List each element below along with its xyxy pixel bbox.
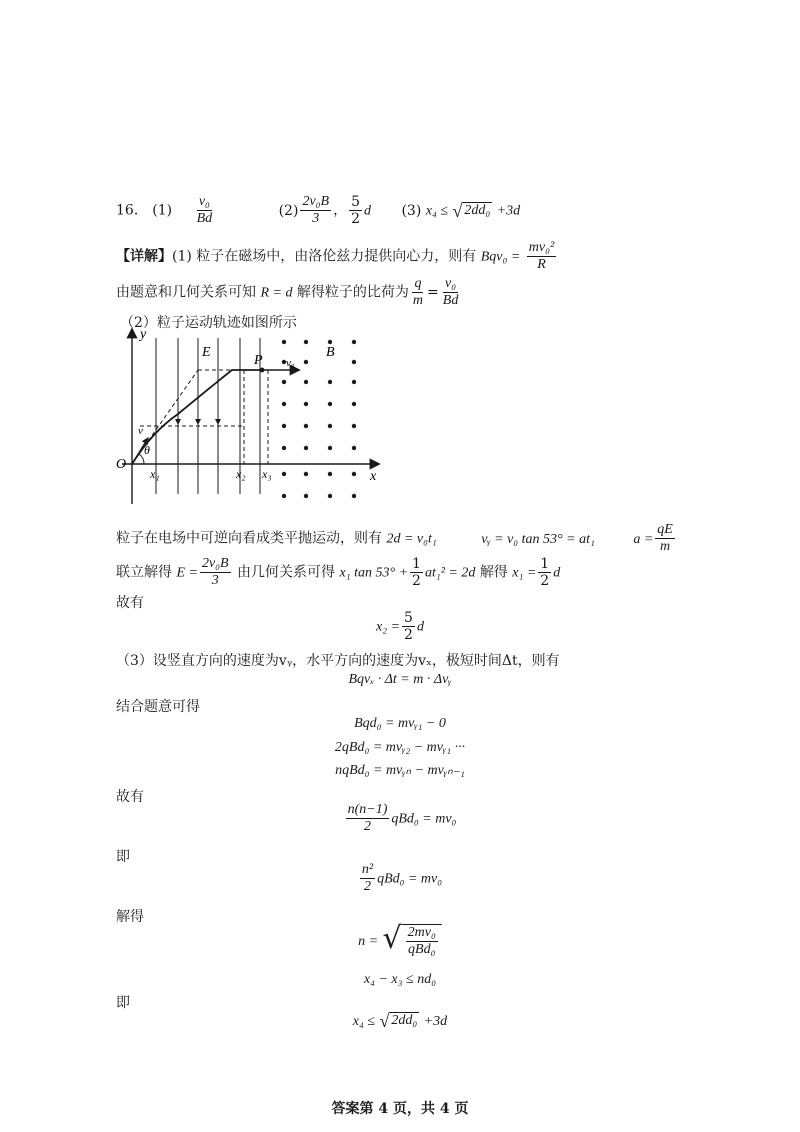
detail-line-2: 由题意和几何关系可知 R = d 解得粒子的比荷为 $\frac{q}{m}$ = $\frac{\text{v₀}}{Bd}$: [116, 276, 459, 309]
trajectory-figure: [112, 324, 384, 512]
page-footer: 答案第 4 页，共 4 页: [331, 1101, 469, 1117]
part1-answer: $\frac{\text{v₀}}{Bd}$: [196, 194, 213, 227]
part3-sum-eq: $\frac{n(n-1)}{2}$ qBd₀ = mv₀: [347, 802, 457, 835]
detail-tag: 【详解】: [116, 248, 172, 265]
part3-distance-eq: x₄ − x₃ ≤ nd₀: [363, 972, 437, 987]
part2-answer-e: $\frac{\text{2v₀B}}{3}$: [302, 194, 330, 227]
part2-line-3: 故有: [116, 595, 144, 611]
part3-eq-1: Bqd₀ = mvᵧ₁ − 0: [354, 716, 446, 731]
part1-label: (1): [152, 202, 173, 219]
x2-fraction: $\frac{5}{2}$: [404, 610, 413, 644]
field-arrows: [178, 412, 218, 424]
part3-line-11: 解得: [116, 909, 144, 925]
sum-fraction: $\frac{n(n-1)}{2}$: [347, 802, 388, 835]
part3-label: (3): [401, 202, 422, 219]
label-v0: v₀: [286, 357, 295, 369]
part2-line-2: 联立解得 E = $\frac{\text{2v₀B}}{3}$ 由几何关系可得 x₁ tan 53° + $\frac{1}{2}$ at₁² = 2d 解得 x₁ = $\frac{1}{2}$ d: [116, 556, 561, 590]
final-root: √ 2dd₀: [379, 1011, 418, 1031]
answer-line: 16． (1) $\frac{\text{v₀}}{Bd}$ (2) $\frac{\text{2v₀B}}{3}$ ， $\frac{5}{2}$ d (3) x₄ ≤ √ 2dd₀ +3d: [116, 194, 521, 228]
label-theta: θ: [144, 443, 150, 457]
label-v: v: [138, 425, 143, 437]
label-x2: x₂: [236, 467, 246, 481]
part2-label: (2): [278, 202, 299, 219]
label-x: x: [370, 469, 377, 484]
ratio-value: $\frac{\text{v₀}}{Bd}$: [442, 276, 459, 309]
part3-answer-lhs: x₄ ≤: [425, 203, 449, 219]
n-root: √ $\frac{\text{2mv₀}}{\text{qBd₀}}$: [383, 924, 442, 958]
part2-answer-x2: $\frac{5}{2}$: [351, 194, 360, 228]
label-y: y: [140, 327, 147, 342]
acceleration-fraction: $\frac{qE}{m}$: [657, 522, 673, 555]
part3-line-9: 即: [116, 849, 130, 865]
label-e: E: [202, 345, 211, 360]
detail-line-1: 【详解】(1) 粒子在磁场中，由洛伦兹力提供向心力，则有 Bqv₀ = $\frac{\text{mv₀²}}{R}$: [116, 240, 555, 273]
part3-approx-eq: $\frac{\text{n²}}{2}$ qBd₀ = mv₀: [361, 862, 443, 895]
part3-n-eq: n = √ $\frac{\text{2mv₀}}{\text{qBd₀}}$: [0, 924, 800, 958]
detail-line-3: （2）粒子运动轨迹如图所示: [120, 315, 297, 331]
part3-impulse-eq: Bqvₓ · Δt = m · Δvᵧ: [348, 672, 452, 687]
part3-answer-root: √ 2dd₀: [452, 200, 491, 221]
field-strength-fraction: $\frac{\text{2v₀B}}{3}$: [201, 556, 229, 589]
part3-final-eq: x₄ ≤ √ 2dd₀ +3d: [352, 1011, 448, 1031]
part3-line-1: （3）设竖直方向的速度为vᵧ，水平方向的速度为vₓ，极短时间Δt，则有: [116, 653, 560, 669]
n-squared-fraction: $\frac{\text{n²}}{2}$: [361, 862, 374, 895]
part2-line-4: x₂ = $\frac{5}{2}$ d: [376, 610, 424, 644]
part3-line-3: 结合题意可得: [116, 699, 200, 715]
part3-line-7: 故有: [116, 789, 144, 805]
half-fraction: $\frac{1}{2}$: [412, 556, 421, 590]
label-x3: x₃: [262, 467, 272, 481]
particle-trajectory: [132, 370, 262, 464]
part3-line-14: 即: [116, 995, 130, 1011]
label-b: B: [326, 345, 335, 360]
guide-lines: [132, 370, 268, 464]
x1-fraction: $\frac{1}{2}$: [540, 556, 550, 590]
label-origin: O: [116, 457, 127, 472]
part3-eq-2: 2qBd₀ = mvᵧ₂ − mvᵧ₁ ···: [334, 740, 466, 755]
part2-line-1: 粒子在电场中可逆向看成类平抛运动，则有 2d = v₀t₁ vᵧ = v₀ tan 53° = at₁ a = $\frac{qE}{m}$: [116, 522, 673, 555]
point-p: [260, 368, 265, 373]
centripetal-fraction: $\frac{\text{mv₀²}}{R}$: [528, 240, 555, 273]
question-number: 16．: [116, 202, 148, 219]
charge-mass-ratio: $\frac{q}{m}$: [412, 276, 424, 309]
label-x1: x₁: [150, 467, 160, 481]
label-p: P: [254, 353, 263, 368]
part3-eq-n: nqBd₀ = mvᵧₙ − mvᵧₙ₋₁: [335, 763, 465, 778]
